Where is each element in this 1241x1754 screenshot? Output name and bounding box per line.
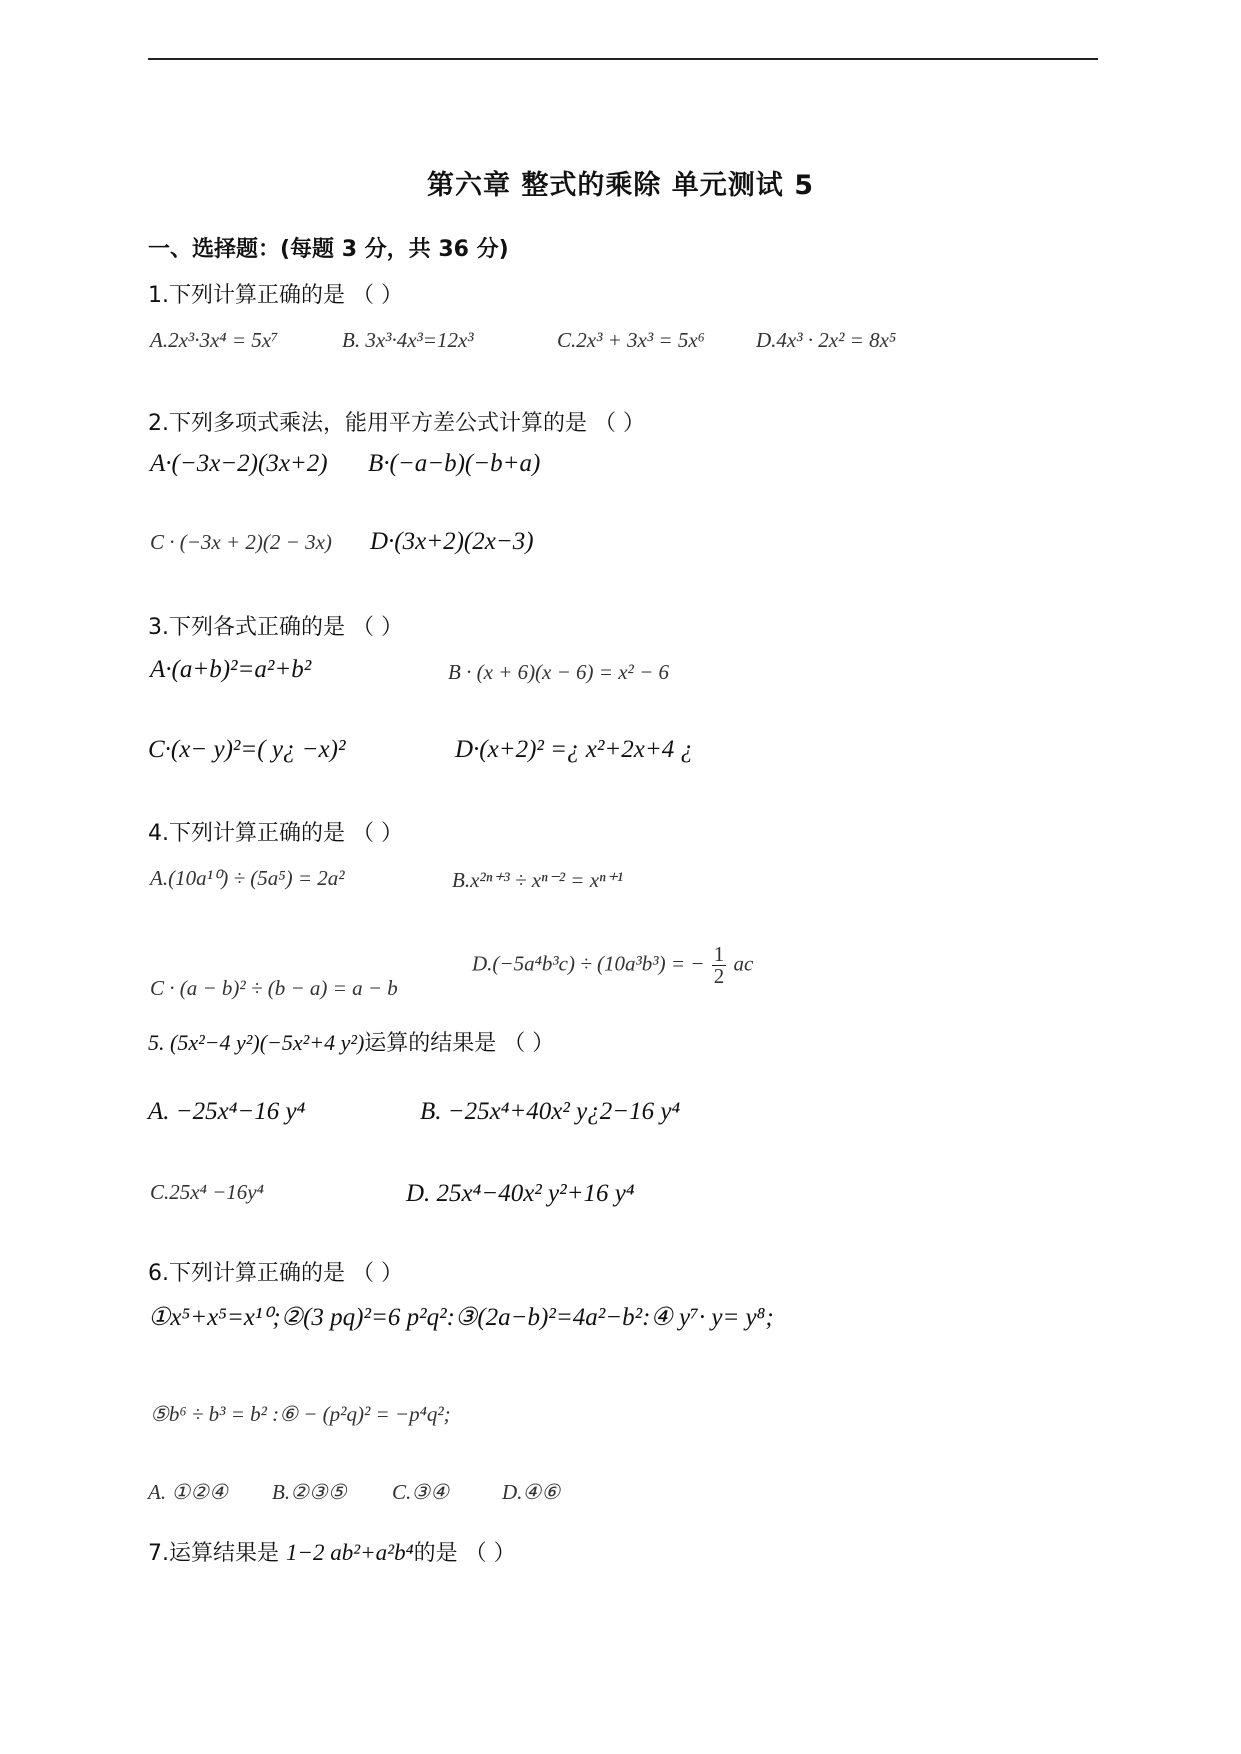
question-4-option-a: A.(10a¹⁰) ÷ (5a⁵) = 2a² — [150, 866, 345, 890]
fraction-one-half — [712, 944, 727, 987]
question-4-option-d-lhs: D.(−5a⁴b³c) ÷ (10a³b³) = − — [472, 951, 705, 976]
fraction-denominator: 2 — [713, 964, 725, 988]
question-1-option-d: D.4x³ · 2x² = 8x⁵ — [756, 328, 897, 352]
question-2-stem: 2.下列多项式乘法，能用平方差公式计算的是 （ ） — [148, 411, 645, 436]
question-7-stem — [148, 1536, 516, 1567]
question-3-option-a: A·(a+b)²=a²+b² — [150, 656, 312, 683]
question-3-option-c: C·(x− y)²=( y¿ −x)² — [148, 736, 346, 763]
question-6-option-d: D.④⑥ — [502, 1480, 561, 1504]
question-5-stem-text: 运算的结果是 （ ） — [364, 1031, 555, 1056]
question-6-option-c: C.③④ — [392, 1480, 449, 1504]
question-2-option-a: A·(−3x−2)(3x+2) — [150, 450, 328, 477]
question-1-option-c: C.2x³ + 3x³ = 5x⁶ — [557, 328, 705, 352]
question-3-option-b: B · (x + 6)(x − 6) = x² − 6 — [448, 660, 669, 684]
page-title: 第六章 整式的乘除 单元测试 5 — [427, 170, 814, 201]
question-1-stem: 1.下列计算正确的是 （ ） — [148, 283, 403, 308]
header-rule — [148, 58, 1098, 60]
question-5-stem — [148, 1026, 554, 1057]
question-5-expression: 5. (5x²−4 y²)(−5x²+4 y²) — [148, 1030, 365, 1055]
question-2-option-d: D·(3x+2)(2x−3) — [370, 528, 534, 555]
question-6-option-a: A. ①②④ — [148, 1480, 228, 1504]
question-7-expression: 1−2 ab²+a²b⁴ — [286, 1540, 414, 1565]
question-4-option-b: B.x²ⁿ⁺³ ÷ xⁿ⁻² = xⁿ⁺¹ — [452, 868, 624, 892]
question-2-option-b: B·(−a−b)(−b+a) — [368, 450, 541, 477]
question-5-option-c: C.25x⁴ −16y⁴ — [150, 1180, 264, 1204]
question-1-option-b: B. 3x³·4x³=12x³ — [342, 328, 474, 352]
question-5-option-b: B. −25x⁴+40x² y¿2−16 y⁴ — [420, 1098, 681, 1125]
question-3-stem: 3.下列各式正确的是 （ ） — [148, 615, 403, 640]
question-3-option-d: D·(x+2)² =¿ x²+2x+4 ¿ — [455, 736, 693, 763]
question-5-option-a: A. −25x⁴−16 y⁴ — [148, 1098, 306, 1125]
question-6-option-b: B.②③⑤ — [272, 1480, 347, 1504]
question-6-items-line-1: ①x⁵+x⁵=x¹⁰;②(3 pq)²=6 p²q²:③(2a−b)²=4a²−b²:④ y⁷· y= y⁸; — [148, 1304, 774, 1331]
question-7-stem-prefix: 7.运算结果是 — [148, 1541, 279, 1566]
question-6-items-line-2: ⑤b⁶ ÷ b³ = b² :⑥ − (p²q)² = −p⁴q²; — [150, 1402, 451, 1426]
question-5-option-d: D. 25x⁴−40x² y²+16 y⁴ — [406, 1180, 635, 1207]
question-4-option-c: C · (a − b)² ÷ (b − a) = a − b — [150, 976, 398, 1000]
question-2-option-c: C · (−3x + 2)(2 − 3x) — [150, 530, 332, 554]
fraction-numerator: 1 — [713, 942, 725, 966]
question-6-stem: 6.下列计算正确的是 （ ） — [148, 1261, 403, 1286]
question-7-stem-suffix: 的是 （ ） — [413, 1541, 516, 1566]
question-1-option-a: A.2x³·3x⁴ = 5x⁷ — [150, 328, 279, 352]
section-heading: 一、选择题：(每题 3 分，共 36 分) — [148, 237, 509, 262]
question-4-stem: 4.下列计算正确的是 （ ） — [148, 821, 403, 846]
question-4-option-d-rhs: ac — [733, 951, 754, 976]
question-4-option-d — [472, 944, 753, 987]
